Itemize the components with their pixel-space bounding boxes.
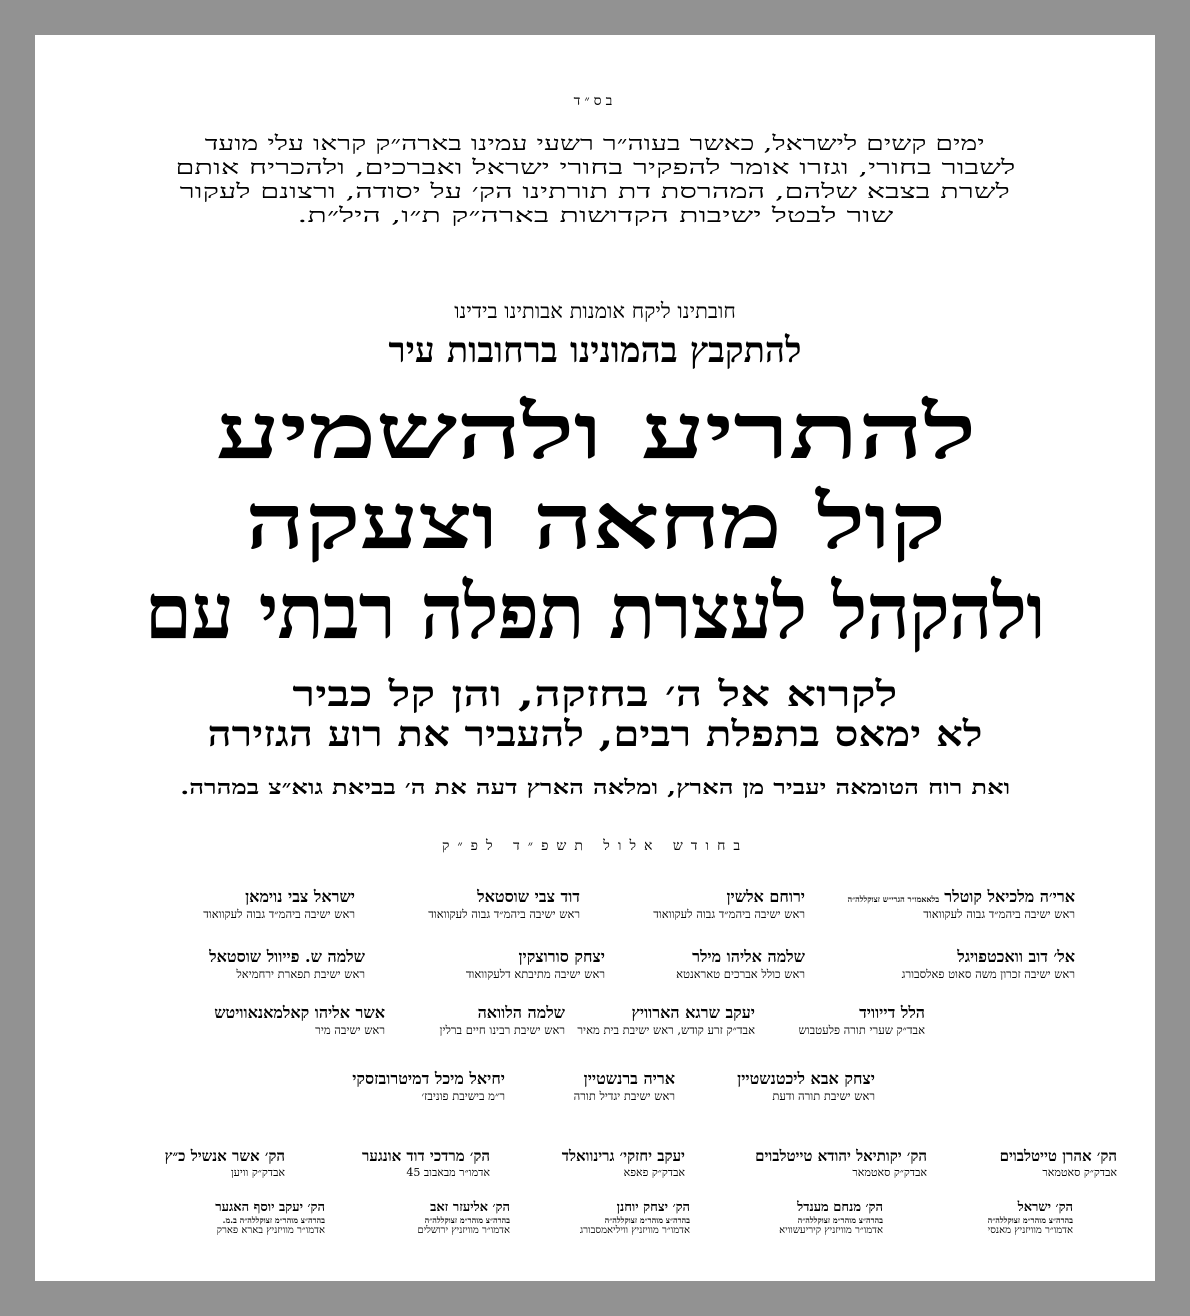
signatory-title: אדמו״ר מוויזניץ בארא פארק: [216, 1225, 325, 1236]
date-line: בחודש אלול תשפ״ד לפ״ק: [441, 838, 749, 854]
signatory-title: ראש ישיבה מתיבתא דלעקוואוד: [465, 967, 605, 981]
signatory-name: ארי׳ה מלכיאל קוטלר: [944, 887, 1075, 906]
signatory: [779, 1199, 883, 1236]
signatory-title: ראש ישיבת יגדיל תורה: [573, 1089, 675, 1103]
signatory: [847, 887, 1075, 921]
intro-line: ימים קשים לישראל, כאשר בעוה״ר רשעי עמינו בארה״ק קראו עלי מועד: [204, 131, 985, 155]
signatory-title: ראש ישיבה ביהמ״ד גבוה לעקוואוד: [923, 907, 1075, 921]
intro-line: לשרת בצבא שלהם, המהרסת דת תורתינו הק׳ על יסודה, ורצונם לעקור: [179, 179, 1010, 203]
signatory-name: הק׳ אליעזר זאב: [430, 1200, 510, 1215]
bsd-header: בס״ד: [573, 93, 617, 109]
closing-line: ואת רוח הטומאה יעביר מן הארץ, ומלאה הארץ דעה את ה׳ בביאת גוא״צ במהרה.: [179, 775, 1010, 799]
signatory-title: ראש ישיבה ביהמ״ד גבוה לעקוואוד: [653, 907, 805, 921]
signatory-name: יחיאל מיכל דמיטרובזסקי: [352, 1069, 505, 1088]
gather-line: להתקבץ בהמונינו ברחובות עיר: [388, 330, 802, 371]
signatory-title: אבדק״ק פאפא: [623, 1166, 685, 1179]
signatory-title: ראש ישיבה ביהמ״ד גבוה לעקוואוד: [203, 907, 355, 921]
headline-line-3: ולהקהל לעצרת תפלה רבתי עם: [144, 567, 1045, 656]
signatory-name: אשר אליהו קאלמאנאוויטש: [214, 1003, 385, 1022]
signatory-name: שלמה ש. פייוול שוסטאל: [209, 947, 365, 966]
signatory: [417, 1199, 510, 1236]
signatory: [209, 947, 365, 981]
signatory: [799, 1003, 925, 1037]
call-line: לקרוא אל ה׳ בחזקה, והן קל כביר: [292, 674, 898, 715]
signatory-name: יצחק אבא ליכטנשטיין: [737, 1069, 875, 1088]
signatory-title: אדמו״ר מוויזניץ ירושלים: [417, 1225, 510, 1236]
signatory: [580, 1199, 690, 1236]
signatory-name: אריה ברנשטיין: [583, 1069, 675, 1088]
signatory-name: שלמה אליהו מילר: [692, 947, 805, 966]
intro-line: לשבור בחורי, וגזרו אומר להפקיר בחורי ישראל ואברכים, ולהכריח אותם: [175, 155, 1015, 179]
signatory-name: הק׳ אשר אנשיל כ״ץ: [164, 1147, 285, 1165]
signatory-name: הק׳ יצחק יוחנן: [616, 1200, 690, 1215]
headline-line-2: קול מחאה וצעקה: [244, 477, 945, 566]
signatory-name: הק׳ ישראל: [1017, 1200, 1073, 1215]
signatory-title: ראש ישיבה זכרון משה סאוט פאלסבורג: [901, 967, 1075, 981]
call-to-prayer: [35, 675, 1155, 755]
signatory: [362, 1147, 490, 1179]
signatory-honorific: בהרה״צ מוהר״מ זצוקללה״ה: [797, 1215, 883, 1225]
signatory-title: אבד״ק זרע קודש, ראש ישיבת בית מאיר: [577, 1023, 755, 1037]
signatory-name: הלל דייוויד: [859, 1003, 925, 1022]
signatory-title: ראש ישיבת רבינו חיים ברלין: [439, 1023, 565, 1037]
signatory-name: הק׳ מנחם מענדל: [797, 1200, 883, 1215]
signatory-name: ירוחם אלשין: [726, 887, 805, 906]
signatory-title: ראש ישיבת תורה ודעת: [772, 1089, 875, 1103]
signatory: [214, 1003, 385, 1037]
signatory: [165, 1147, 285, 1179]
signatory-name: יעקב שרגא הארוויץ: [631, 1003, 755, 1022]
signatory-name: יעקב יחזקי׳ גרינוואלד: [561, 1147, 685, 1165]
signatory: [988, 1199, 1073, 1236]
signatory-name: ישראל צבי נוימאן: [245, 887, 355, 906]
signatory-title: אדמו״ר מוויזניץ וויליאמסבורג: [579, 1225, 690, 1236]
signatory: [562, 1147, 685, 1179]
signatory-title: אבדק״ק סאטמאר: [852, 1166, 927, 1179]
signatory: [755, 1147, 927, 1179]
signatory: [466, 947, 605, 981]
signatory-title: אדמו״ר מבאבוב 45: [406, 1166, 490, 1179]
signatory: [428, 887, 580, 921]
signatory-honorific: בהרה״צ מוהר״מ זצוקללה״ה: [987, 1215, 1073, 1225]
signatory-name: הק׳ יעקב יוסף האגער: [215, 1200, 325, 1215]
signatory-name: הק׳ מרדכי דוד אונגער: [362, 1147, 490, 1165]
signatory-name: יצחק סורוצקין: [518, 947, 605, 966]
signatory: [352, 1069, 505, 1103]
headline-line-1: להתריע ולהשמיע: [214, 387, 975, 476]
signatory-name: אל׳ דוב וואכטפויגל: [957, 947, 1075, 966]
signatory: [203, 887, 355, 921]
signatory-honorific: בהרה״צ מוהר״מ זצוקללה״ה ב.מ.: [222, 1215, 325, 1225]
signatory-title: ראש כולל אברכים טאראנטא: [676, 967, 805, 981]
signatory-title: ראש ישיבה מיר: [315, 1023, 385, 1037]
signatory-honorific: בהרה״צ מוהר״מ זצוקללה״ה: [604, 1215, 690, 1225]
call-line: לא ימאס בתפלת רבים, להעביר את רוע הגזירה: [207, 714, 983, 755]
signatory-title: אדמו״ר מוויזניץ קיריעשוויא: [779, 1225, 883, 1236]
signatory: [440, 1003, 565, 1037]
signatory: [676, 947, 805, 981]
signatory-title: אדמו״ר מוויזניץ מאנסי: [987, 1225, 1073, 1236]
signatory-honorific: בלאאמו״ר הגרי״ש זצוקללה״ה: [847, 894, 940, 904]
signatory: [577, 1003, 755, 1037]
poster-sheet: [35, 35, 1155, 1281]
signatory: [1000, 1147, 1117, 1179]
signatory: [574, 1069, 675, 1103]
intro-line: שור לבטל ישיבות הקדושות בארה״ק ת״ו, היל״ת.: [297, 203, 893, 227]
signatory-name: דוד צבי שוסטאל: [477, 887, 580, 906]
signatory-title: ר״מ בישיבת פוניבז׳: [421, 1089, 505, 1103]
signatory: [215, 1199, 325, 1236]
signatory-title: אבד״ק שערי תורה פלעטבוש: [798, 1023, 925, 1037]
signatory-title: ראש ישיבה ביהמ״ד גבוה לעקוואוד: [428, 907, 580, 921]
signatory-name: שלמה הלוואה: [477, 1003, 565, 1022]
signatory-title: ראש ישיבת תפארת ירחמיאל: [236, 967, 365, 981]
signatory: [653, 887, 805, 921]
signatory-title: אבדק״ק סאטמאר: [1042, 1166, 1117, 1179]
signatory: [902, 947, 1075, 981]
signatory-title: אבדק״ק וויען: [230, 1166, 285, 1179]
intro-paragraph: [35, 131, 1155, 227]
signatory: [737, 1069, 875, 1103]
signatory-honorific: בהרה״צ מוהר״מ זצוקללה״ה: [424, 1215, 510, 1225]
duty-line: חובתינו ליקח אומנות אבותינו בידינו: [454, 299, 736, 323]
signatory-name: הק׳ אהרן טייטלבוים: [999, 1147, 1117, 1165]
signatory-name: הק׳ יקותיאל יהודא טייטלבוים: [755, 1147, 927, 1165]
